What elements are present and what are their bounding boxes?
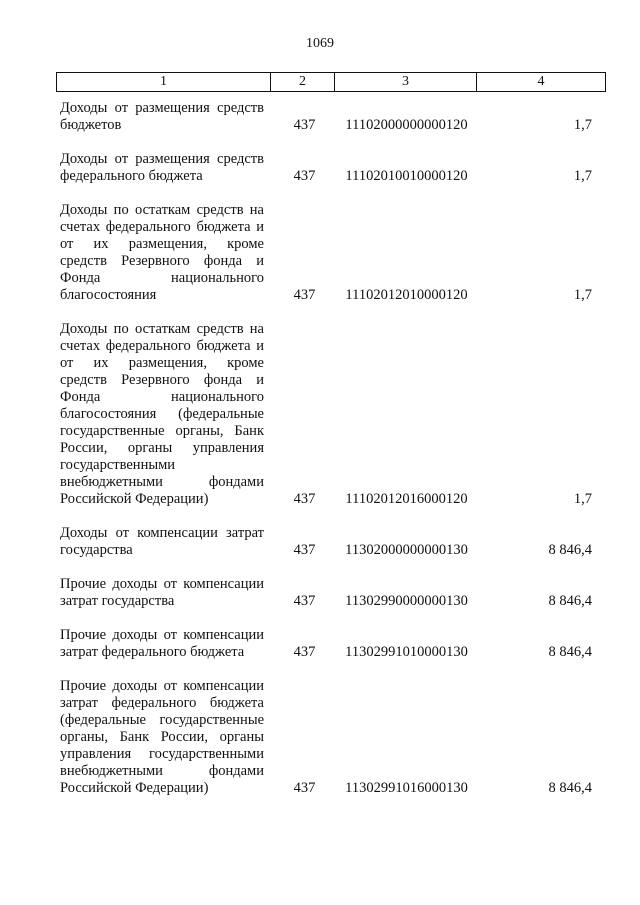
row-name: Доходы по остаткам средств на счетах федерального бюджета и от их размещения, кроме средств Резервного фонда и Фонда национального благосостояния (федеральные государственные органы, Банк России, органы управления государственными внебюджетными фондами Российской Федерации): [60, 321, 264, 507]
row-amount: 1,7: [573, 491, 592, 507]
budget-table: [56, 72, 606, 814]
row-kbk-code: 11302990000000130: [345, 593, 468, 609]
row-kbk-code: 11302991016000130: [345, 780, 468, 796]
row-admin-code: 437: [293, 780, 316, 796]
row-kbk-code: 11102012016000120: [345, 491, 468, 507]
row-admin-code: 437: [293, 168, 316, 184]
row-amount: 1,7: [573, 287, 592, 303]
table-row: [56, 202, 606, 304]
row-name: Прочие доходы от компенсации затрат федерального бюджета: [60, 627, 264, 660]
row-name: Доходы от компенсации затрат государства: [60, 525, 264, 558]
row-name: Доходы от размещения средств бюджетов: [60, 100, 264, 133]
row-kbk-code: 11302000000000130: [345, 542, 468, 558]
row-admin-code: 437: [293, 542, 316, 558]
table-row: [56, 100, 606, 134]
header-col-1: 1: [57, 73, 271, 91]
table-row: [56, 627, 606, 661]
header-col-4: 4: [537, 74, 545, 89]
header-col-2: 2: [271, 73, 335, 91]
table-row: [56, 525, 606, 559]
table-row: [56, 576, 606, 610]
row-kbk-code: 11102012010000120: [345, 287, 468, 303]
table-body: [56, 100, 606, 797]
table-row: [56, 151, 606, 185]
header-col-3: 3: [335, 73, 477, 91]
row-name: Доходы по остаткам средств на счетах федерального бюджета и от их размещения, кроме средств Резервного фонда и Фонда национального благосостояния: [60, 202, 264, 303]
row-amount: 8 846,4: [548, 780, 592, 796]
row-name: Прочие доходы от компенсации затрат федерального бюджета (федеральные государственные органы, Банк России, органы управления государственными внебюджетными фондами Российской Федерации): [60, 678, 264, 796]
row-amount: 1,7: [573, 168, 592, 184]
row-amount: 8 846,4: [548, 644, 592, 660]
row-kbk-code: 11102000000000120: [345, 117, 468, 133]
row-amount: 8 846,4: [548, 593, 592, 609]
table-row: [56, 321, 606, 508]
row-admin-code: 437: [293, 287, 316, 303]
page-number: 1069: [306, 36, 334, 51]
row-name: Доходы от размещения средств федерального бюджета: [60, 151, 264, 184]
row-admin-code: 437: [293, 491, 316, 507]
row-kbk-code: 11102010010000120: [345, 168, 468, 184]
row-amount: 1,7: [573, 117, 592, 133]
row-amount: 8 846,4: [548, 542, 592, 558]
table-row: [56, 678, 606, 797]
row-admin-code: 437: [293, 593, 316, 609]
row-admin-code: 437: [293, 644, 316, 660]
row-name: Прочие доходы от компенсации затрат государства: [60, 576, 264, 609]
row-kbk-code: 11302991010000130: [345, 644, 468, 660]
row-admin-code: 437: [293, 117, 316, 133]
table-header: [56, 72, 606, 92]
